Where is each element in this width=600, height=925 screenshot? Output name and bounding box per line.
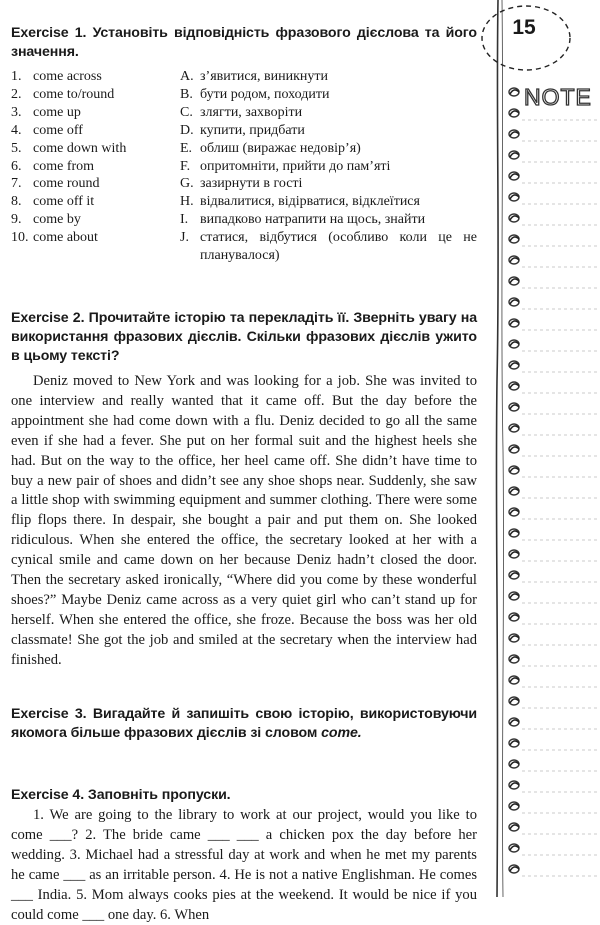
notes-decoration (480, 0, 600, 897)
match-meaning: відвалитися, відірватися, відклеїтися (200, 194, 420, 210)
spiral-wire (510, 594, 519, 598)
spiral-wire (510, 132, 519, 136)
match-letter: B. (180, 86, 193, 102)
spiral-wire (510, 447, 519, 451)
spiral-wire (510, 510, 519, 514)
exercise-4 (11, 786, 477, 925)
matching-list (11, 68, 477, 265)
exercise-4-instruction: Заповніть пропуски. (87, 787, 231, 803)
page-number: 15 (512, 16, 536, 39)
spiral-wire (510, 363, 519, 367)
match-row (11, 104, 477, 122)
exercise-3 (11, 705, 477, 743)
match-meaning: купити, придбати (200, 122, 305, 138)
exercise-3-instruction: Вигадайте й запишіть свою історію, використовуючи якомога більше фразових дієслів зі словом (11, 706, 477, 741)
exercise-3-keyword: come. (321, 725, 362, 741)
match-phrase: come about (33, 230, 98, 246)
match-meaning: зазирнути в гості (200, 176, 303, 192)
exercise-4-text: 1. We are going to the library to work at our project, would you like to come ___? 2. The bride came ___ ___ a chicken pox the day before her wedding. 3. Michael had a stressful day at work and when he met my parents he came ___ as an irritable person. 4. He is not a native Englishman. He comes ___ India. 5. Mom always cooks pies at the weekend. It would be nice if you could come ___ one day. 6. When (11, 807, 477, 923)
spiral-wire (510, 678, 519, 682)
exercise-1-instruction: Установіть відповідність фразового дієслова та його значення. (11, 25, 477, 60)
spiral-wire (510, 342, 519, 346)
spiral-wire (510, 195, 519, 199)
match-letter: A. (180, 69, 194, 84)
match-row (11, 68, 477, 86)
story-text: Deniz moved to New York and was looking for a job. She was invited to one interview and really wanted that it came off. But the day before the appointment she had come down with a flu. Deniz decided to go all the same even if she had a fever. She put on her formal suit and the highest heels she had. But on the way to the office, her heel came off. She didn’t have time to buy a new pair of shoes and didn’t see any shoe shops near. Suddenly, she saw a little shop with swimming equipment and summer clothing. There were some flip flops there. In despair, she bought a pair and put them on. She looked ridiculous. When she entered the office, the secretary looked at her with a cynical smile and came down on her because Deniz hadn’t closed the door. Then the secretary asked ironically, “Where did you come by these wonderful shoes?” Maybe Deniz came across as a very quiet girl who can’t stand up for herself. When she entered the office, she froze. Because the boss was her old classmate! She got the job and smiled at the secretary when the interview had finished. (11, 373, 477, 668)
spiral-wire (510, 258, 519, 262)
spiral-wire (510, 762, 519, 766)
match-number: 5. (11, 140, 22, 156)
spiral-wire (510, 174, 519, 178)
match-phrase: come across (33, 69, 102, 84)
match-row (11, 211, 477, 229)
match-phrase: come down with (33, 140, 127, 156)
match-phrase: come up (33, 104, 81, 120)
spiral-wire (510, 468, 519, 472)
match-meaning: випадково натрапити на щось, знайти (200, 212, 426, 228)
match-phrase: come off it (33, 194, 95, 210)
match-row (11, 229, 477, 265)
match-row (11, 86, 477, 104)
main-content (11, 24, 477, 923)
match-row (11, 158, 477, 176)
match-number: 2. (11, 86, 22, 102)
notes-label: NOTE (524, 84, 592, 110)
match-meaning: бути родом, походити (200, 86, 330, 102)
spiral-wire (510, 804, 519, 808)
spiral-wire (510, 405, 519, 409)
spiral-wire (510, 552, 519, 556)
spiral-wire (510, 384, 519, 388)
match-letter: J. (180, 230, 189, 246)
match-number: 8. (11, 194, 22, 210)
exercise-1-title: Exercise 1. (11, 25, 87, 41)
match-meaning: з’явитися, виникнути (200, 69, 328, 84)
match-row (11, 140, 477, 158)
spiral-wire (510, 636, 519, 640)
match-meaning: злягти, захворіти (200, 104, 303, 120)
match-meaning: статися, відбутися (особливо коли це не планувалося) (200, 230, 477, 264)
spiral-wire (510, 216, 519, 220)
spiral-wire (510, 783, 519, 787)
exercise-1-heading (11, 24, 477, 62)
spiral-wire (510, 573, 519, 577)
spiral-wire (510, 615, 519, 619)
match-letter: G. (180, 176, 194, 192)
spiral-wire (510, 720, 519, 724)
match-meaning: облиш (виражає недовір’я) (200, 140, 361, 156)
match-number: 3. (11, 104, 22, 120)
match-letter: D. (180, 122, 194, 138)
match-phrase: come round (33, 176, 100, 192)
spiral-wire (510, 699, 519, 703)
spiral-wire (510, 111, 519, 115)
exercise-4-heading (11, 786, 477, 805)
spiral-wire (510, 237, 519, 241)
spiral-wire (510, 489, 519, 493)
match-row (11, 175, 477, 193)
spiral-wire (510, 426, 519, 430)
match-meaning: опритомніти, прийти до пам’яті (200, 158, 391, 174)
match-row (11, 193, 477, 211)
spiral-wire (510, 846, 519, 850)
match-number: 7. (11, 176, 22, 192)
exercise-4-title: Exercise 4. (11, 787, 85, 803)
match-phrase: come to/round (33, 86, 115, 102)
spiral-wire (510, 741, 519, 745)
match-letter: H. (180, 194, 194, 210)
match-number: 10. (11, 230, 29, 246)
match-phrase: come by (33, 212, 81, 228)
exercise-3-heading (11, 705, 477, 743)
match-letter: C. (180, 104, 193, 120)
notes-margin (480, 0, 600, 897)
spiral-wire (510, 657, 519, 661)
match-letter: F. (180, 158, 191, 174)
match-phrase: come off (33, 122, 83, 138)
spiral-wire (510, 90, 519, 94)
match-number: 6. (11, 158, 22, 174)
spiral-wire (510, 153, 519, 157)
match-number: 4. (11, 122, 22, 138)
exercise-2-heading (11, 309, 477, 366)
spiral-wire (510, 279, 519, 283)
exercise-2-instruction: Прочитайте історію та перекладіть її. Зверніть увагу на використання фразових дієслів. Скільки фразових дієслів ужито в цьому тексті? (11, 310, 477, 364)
match-number: 1. (11, 69, 22, 84)
spiral-wire (510, 825, 519, 829)
spiral-wire (510, 867, 519, 871)
exercise-1 (11, 24, 477, 265)
spiral-wire (510, 321, 519, 325)
exercise-2-title: Exercise 2. (11, 310, 85, 326)
spiral-wire (510, 300, 519, 304)
match-letter: I. (180, 212, 189, 228)
match-number: 9. (11, 212, 22, 228)
exercise-2 (11, 309, 477, 671)
match-phrase: come from (33, 158, 95, 174)
match-letter: E. (180, 140, 193, 156)
spiral-wire (510, 531, 519, 535)
exercise-3-title: Exercise 3. (11, 706, 87, 722)
match-row (11, 122, 477, 140)
